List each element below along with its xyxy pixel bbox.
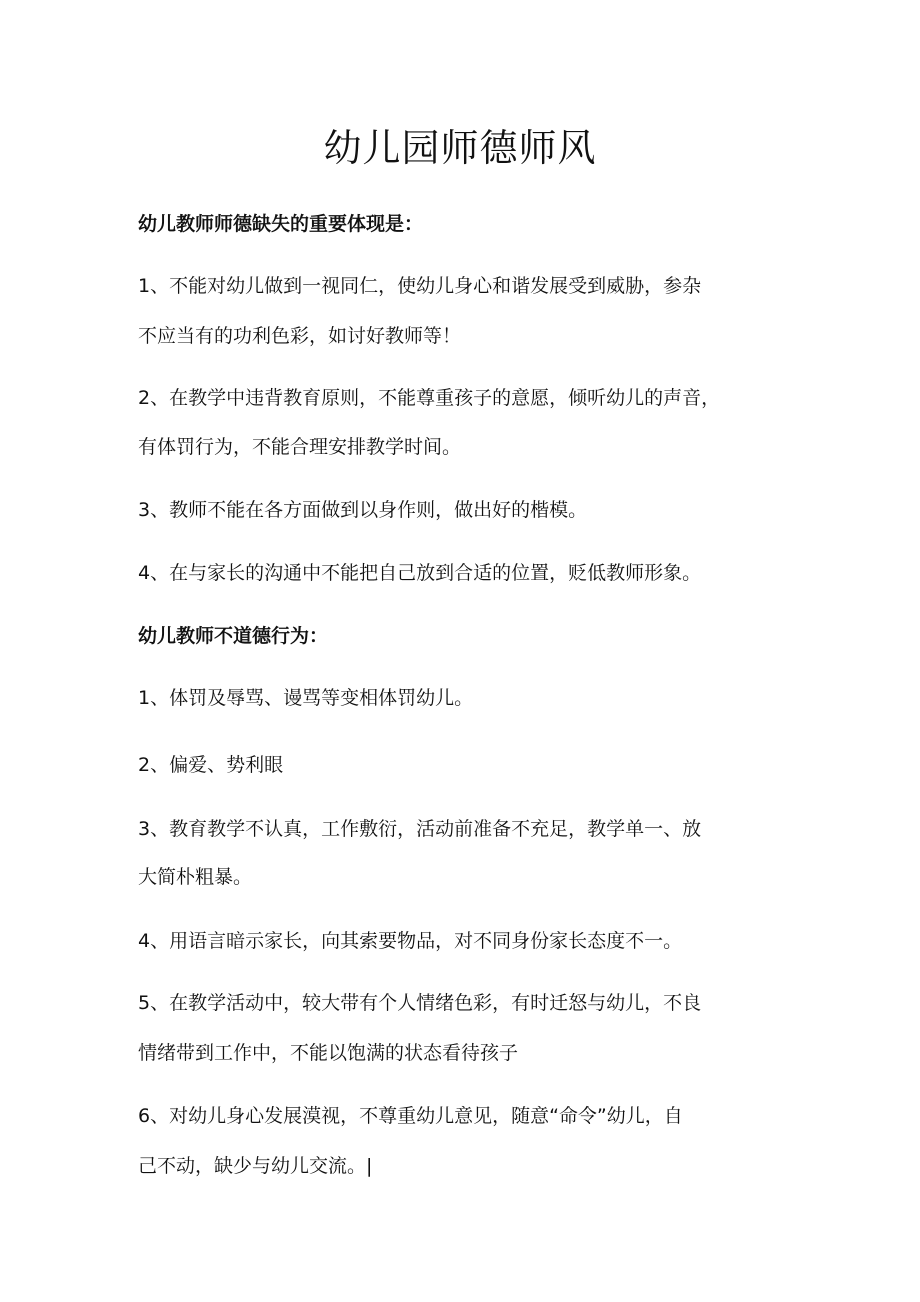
misconduct-item-3-line-1: 3、教育教学不认真，工作敷衍，活动前准备不充足，教学单一、放 <box>138 818 702 840</box>
misconduct-item-1: 1、体罚及辱骂、谩骂等变相体罚幼儿。 <box>138 687 474 709</box>
deficiency-item-3: 3、教师不能在各方面做到以身作则，做出好的楷模。 <box>138 499 588 521</box>
misconduct-item-5-line-1: 5、在教学活动中，较大带有个人情绪色彩，有时迁怒与幼儿，不良 <box>138 992 702 1014</box>
misconduct-item-6-line-1: 6、对幼儿身心发展漠视，不尊重幼儿意见，随意“命令”幼儿，自 <box>138 1105 683 1127</box>
misconduct-item-2: 2、偏爱、势利眼 <box>138 754 284 776</box>
deficiency-item-1-line-2: 不应当有的功利色彩，如讨好教师等！ <box>138 325 462 347</box>
misconduct-item-5-line-2: 情绪带到工作中，不能以饱满的状态看待孩子 <box>138 1042 519 1064</box>
deficiency-item-2-line-1: 2、在教学中违背教育原则，不能尊重孩子的意愿，倾听幼儿的声音， <box>138 387 721 409</box>
section-heading-deficiency: 幼儿教师师德缺失的重要体现是： <box>138 213 424 235</box>
deficiency-item-1-line-1: 1、不能对幼儿做到一视同仁，使幼儿身心和谐发展受到威胁，参杂 <box>138 275 702 297</box>
misconduct-item-4: 4、用语言暗示家长，向其索要物品，对不同身份家长态度不一。 <box>138 930 683 952</box>
deficiency-item-2-line-2: 有体罚行为，不能合理安排教学时间。 <box>138 436 462 458</box>
deficiency-item-4: 4、在与家长的沟通中不能把自己放到合适的位置，贬低教师形象。 <box>138 562 702 584</box>
misconduct-item-6-line-2: 己不动，缺少与幼儿交流。| <box>138 1155 373 1177</box>
document-title: 幼儿园师德师风 <box>323 126 597 170</box>
section-heading-misconduct: 幼儿教师不道德行为： <box>138 625 329 647</box>
misconduct-item-3-line-2: 大简朴粗暴。 <box>138 866 253 888</box>
